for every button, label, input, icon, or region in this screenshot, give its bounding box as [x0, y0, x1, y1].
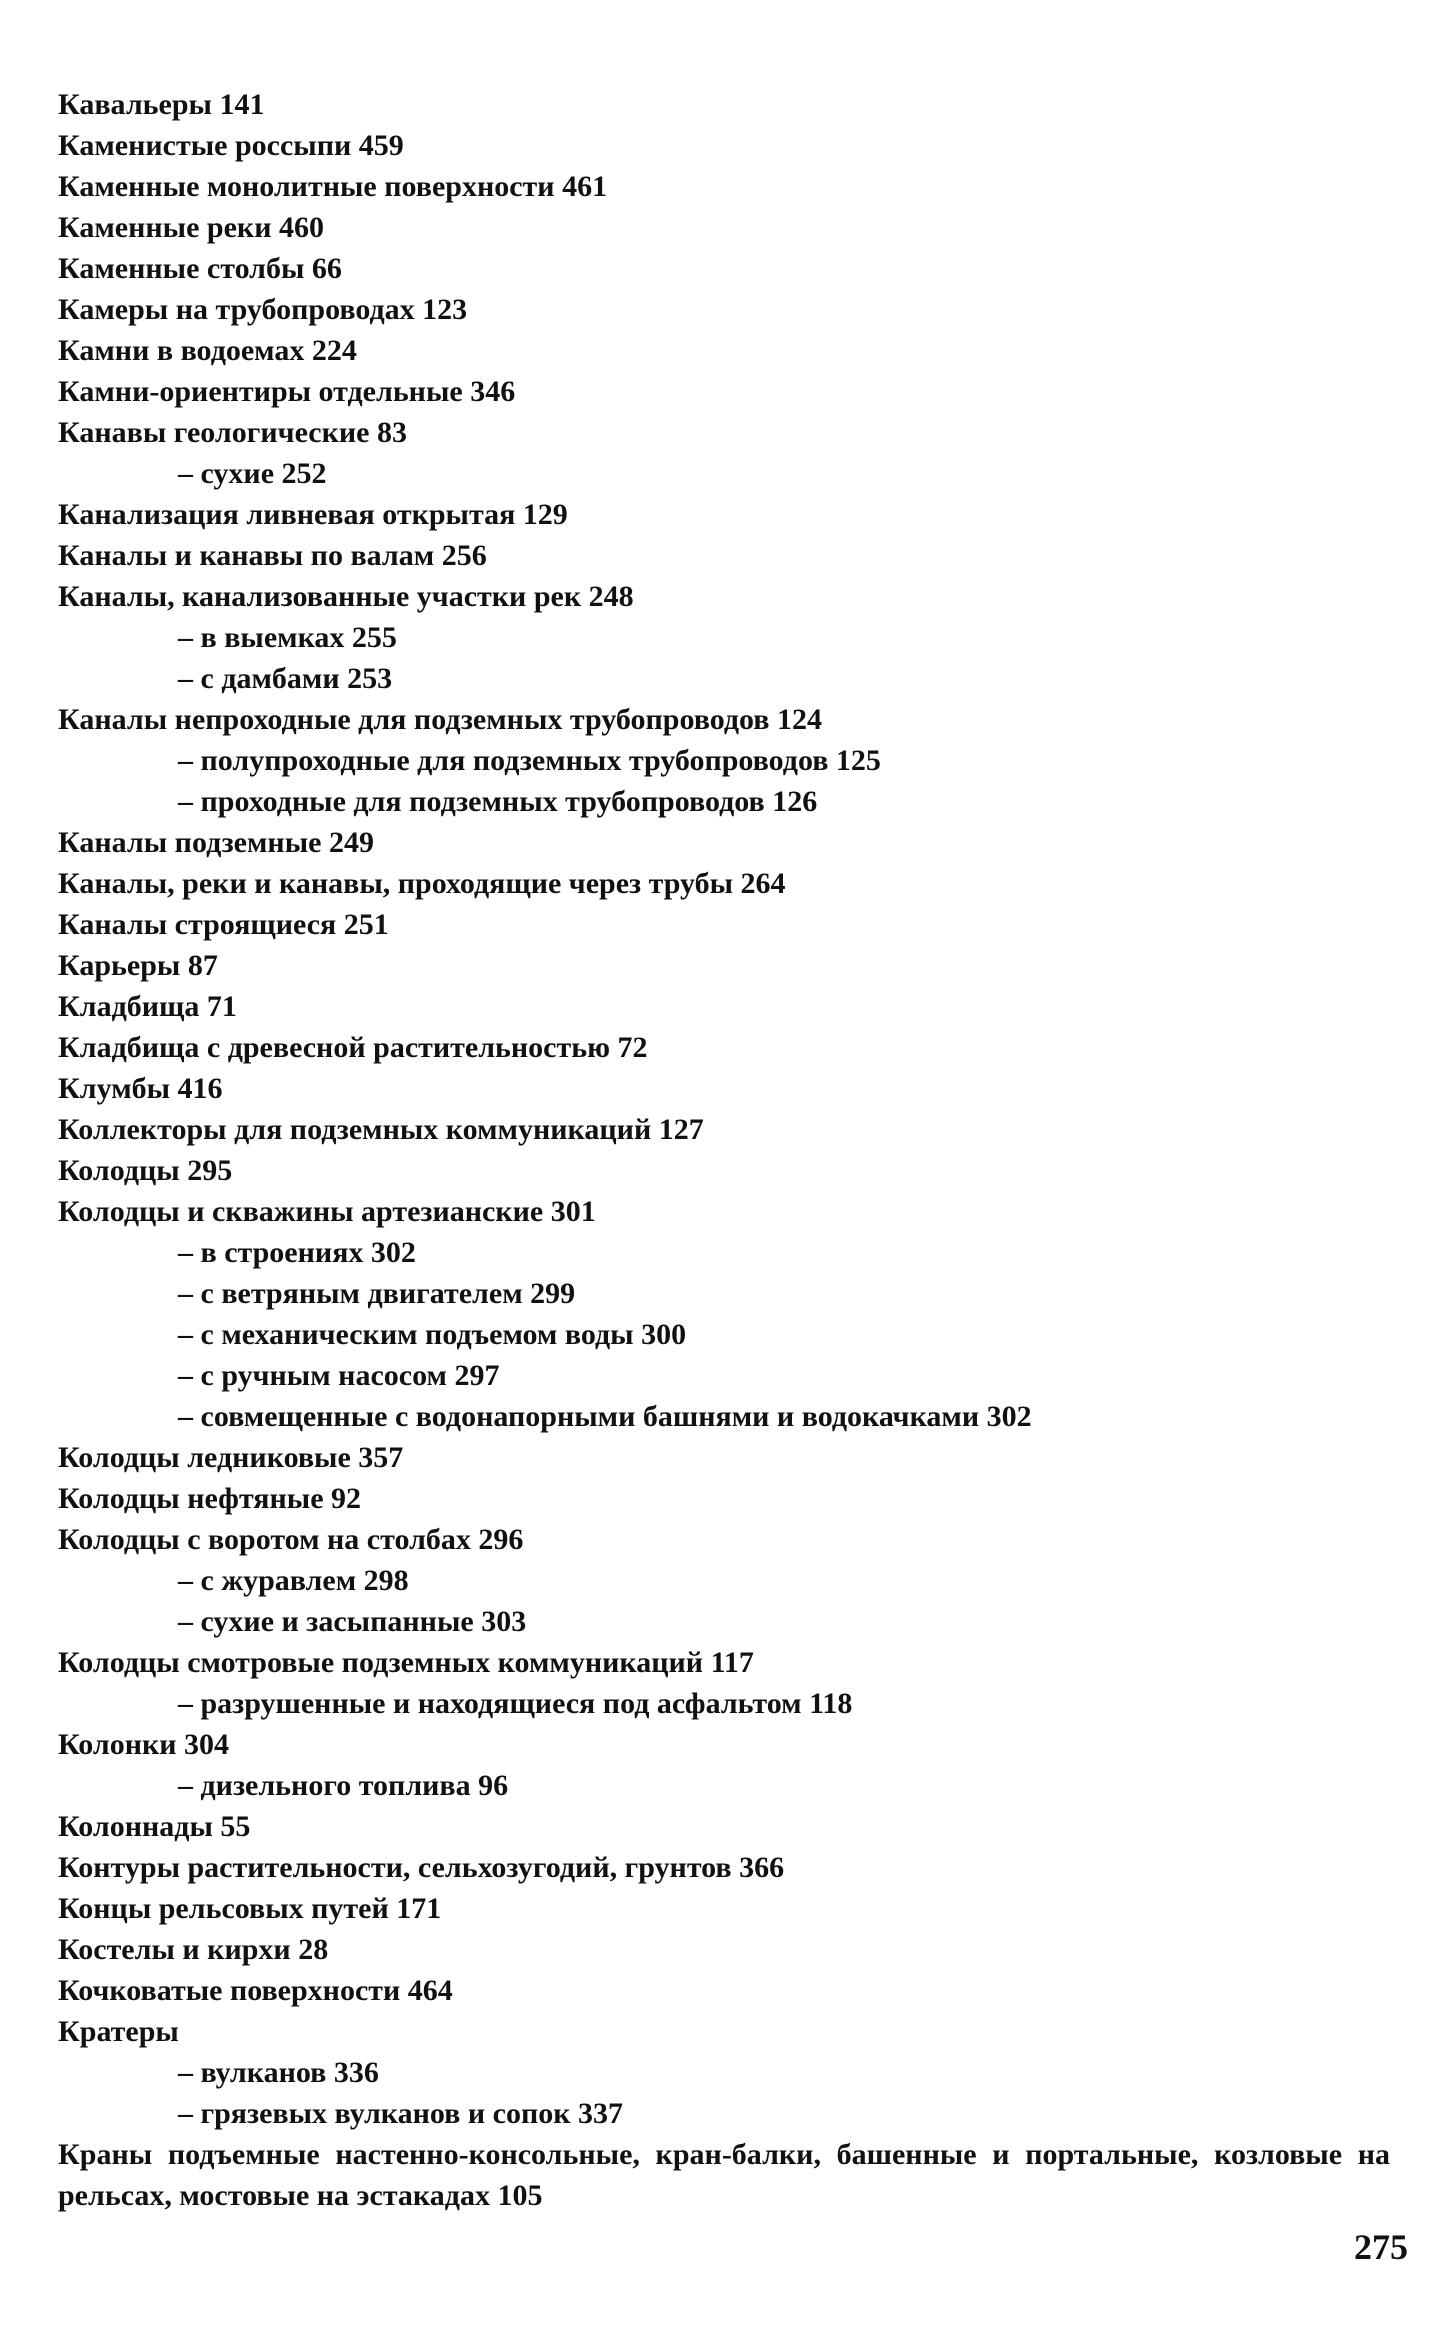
index-subentry: – вулканов 336	[178, 2056, 379, 2089]
page-number: 275	[1354, 2227, 1408, 2267]
index-subentry: – грязевых вулканов и сопок 337	[178, 2097, 624, 2130]
index-entry-multiline: Краны подъемные настенно-консольные, кран-балки, башенные и портальные, козловые на рельсах, мостовые на эстакадах 105	[58, 2138, 1390, 2212]
index-entry: Концы рельсовых путей 171	[58, 1892, 442, 1925]
index-entry: Кочковатые поверхности 464	[58, 1974, 453, 2007]
index-entry: Колодцы нефтяные 92	[58, 1482, 362, 1515]
index-entry: Коллекторы для подземных коммуникаций 127	[58, 1113, 704, 1146]
index-subentry: – с ручным насосом 297	[178, 1359, 500, 1392]
index-entry: Кладбища с древесной растительностью 72	[58, 1031, 648, 1064]
index-entry: Канавы геологические 83	[58, 416, 407, 449]
index-subentry: – дизельного топлива 96	[178, 1769, 509, 1802]
index-subentry: – с ветряным двигателем 299	[178, 1277, 576, 1310]
index-entry: Камни в водоемах 224	[58, 334, 357, 367]
index-subentry: – сухие 252	[178, 457, 327, 490]
index-entry: Контуры растительности, сельхозугодий, грунтов 366	[58, 1851, 785, 1884]
index-entry: Каменистые россыпи 459	[58, 129, 404, 162]
index-entry: Колодцы 295	[58, 1154, 233, 1187]
index-subentry: – с дамбами 253	[178, 662, 393, 695]
index-entry: Костелы и кирхи 28	[58, 1933, 329, 1966]
index-subentry: – сухие и засыпанные 303	[178, 1605, 527, 1638]
index-entry: Колодцы смотровые подземных коммуникаций 117	[58, 1646, 754, 1679]
index-entry: Камни-ориентиры отдельные 346	[58, 375, 516, 408]
index-subentry: – с журавлем 298	[178, 1564, 409, 1597]
index-entry: Каменные монолитные поверхности 461	[58, 170, 608, 203]
index-entry: Колодцы и скважины артезианские 301	[58, 1195, 596, 1228]
index-entry: Канализация ливневая открытая 129	[58, 498, 568, 531]
index-entry: Колоннады 55	[58, 1810, 251, 1843]
index-entry: Колодцы ледниковые 357	[58, 1441, 404, 1474]
index-entry: Кладбища 71	[58, 990, 237, 1023]
index-entry: Кавальеры 141	[58, 88, 265, 121]
index-entry: Клумбы 416	[58, 1072, 223, 1105]
index-entry: Колодцы с воротом на столбах 296	[58, 1523, 524, 1556]
index-entry: Каменные реки 460	[58, 211, 324, 244]
index-entry: Карьеры 87	[58, 949, 218, 982]
subject-index	[58, 84, 1398, 2216]
index-entry: Каналы, канализованные участки рек 248	[58, 580, 634, 613]
index-subentry: – в строениях 302	[178, 1236, 416, 1269]
index-entry: Кратеры	[58, 2015, 179, 2048]
index-subentry: – совмещенные с водонапорными башнями и водокачками 302	[178, 1400, 1032, 1433]
index-entry: Камеры на трубопроводах 123	[58, 293, 468, 326]
index-entry: Каналы непроходные для подземных трубопроводов 124	[58, 703, 822, 736]
index-subentry: – полупроходные для подземных трубопроводов 125	[178, 744, 881, 777]
index-entry: Колонки 304	[58, 1728, 230, 1761]
index-entry: Каналы строящиеся 251	[58, 908, 389, 941]
index-subentry: – проходные для подземных трубопроводов 126	[178, 785, 818, 818]
index-entry: Каналы подземные 249	[58, 826, 374, 859]
index-entry: Каналы и канавы по валам 256	[58, 539, 487, 572]
index-subentry: – в выемках 255	[178, 621, 397, 654]
index-subentry: – с механическим подъемом воды 300	[178, 1318, 687, 1351]
index-entry: Каменные столбы 66	[58, 252, 342, 285]
index-subentry: – разрушенные и находящиеся под асфальтом 118	[178, 1687, 853, 1720]
index-entry: Каналы, реки и канавы, проходящие через трубы 264	[58, 867, 786, 900]
